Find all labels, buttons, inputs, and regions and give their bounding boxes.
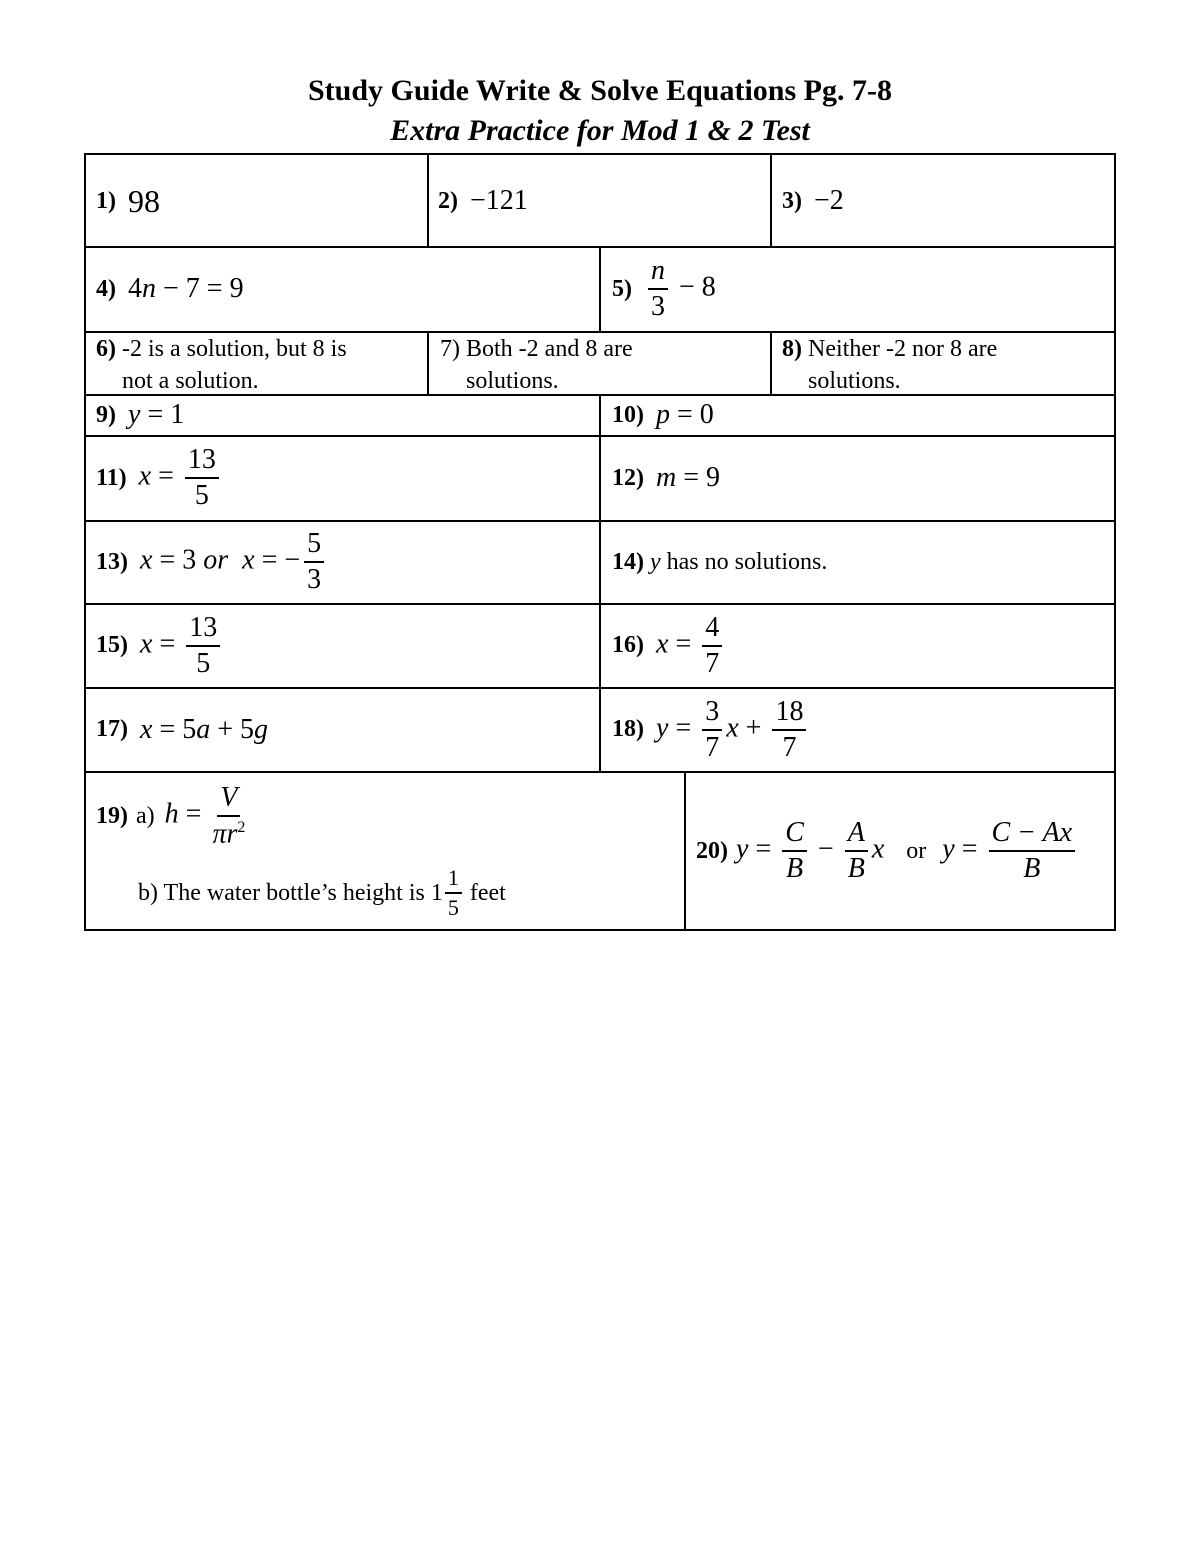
col-divider [599,246,601,332]
answer-5 [612,248,716,330]
denominator: 7 [782,731,797,763]
fraction [186,611,220,679]
answer-line-2: not a solution. [122,368,259,394]
numerator: 5 [304,530,324,563]
fraction [782,819,807,883]
answer-1 [96,156,160,246]
fraction [989,819,1076,883]
col-divider [599,394,601,772]
variable: p [656,399,670,430]
denominator: 5 [447,895,459,920]
coefficient: 4 [128,273,142,304]
numerator: 4 [702,614,722,647]
expression-rest: − 8 [672,271,716,303]
answer-3 [782,156,844,246]
answer-value: 98 [128,182,160,219]
answer-6 [96,333,347,397]
answer-number: 11) [96,464,127,491]
fraction [702,611,722,679]
answer-17 [96,689,268,770]
numerator: C [782,819,807,852]
denominator: B [786,853,804,884]
fraction [845,819,868,883]
fraction [185,446,219,510]
equals-sign: = [668,627,699,659]
answer-9 [96,396,184,434]
denominator: 7 [705,731,720,763]
fraction [648,257,668,321]
answer-number: 7) [440,336,460,362]
variable: h [164,798,179,830]
col-divider [770,331,772,395]
equals-sign: = [151,460,181,492]
variable: a [196,713,211,745]
answer-number: 16) [612,632,644,658]
answer-number: 17) [96,716,128,742]
fraction [772,695,806,763]
variable: x [140,713,153,745]
answer-line-1: Both -2 and 8 are [466,336,633,362]
answer-line-1: -2 is a solution, but 8 is [122,336,347,362]
variable: x [656,627,669,659]
denominator [212,817,245,848]
denominator: 5 [194,480,209,511]
minus-sign: − [810,833,841,865]
part-label: a) [136,802,155,829]
answer-number: 13) [96,548,128,575]
expression-rest: = 9 [676,462,721,493]
answer-20 [696,773,1079,929]
answer-12 [612,437,720,519]
answer-19a [96,776,249,856]
answer-number: 2) [438,187,458,214]
answer-15 [96,605,224,686]
denominator: 3 [651,291,665,322]
numerator: 3 [702,698,722,731]
variable: x [140,627,153,659]
expression-rest: = 1 [140,399,185,430]
equals-sign: = [954,833,985,865]
page-title: Study Guide Write & Solve Equations Pg. 7-8 [308,74,892,107]
numerator: 13 [185,446,219,479]
mixed-whole: 1 [430,879,443,906]
denominator: 5 [196,647,211,679]
variable: x [140,544,153,576]
variable: y [650,548,661,575]
plus-sign: + [738,711,769,743]
answer-value: −121 [470,185,528,216]
answer-4 [96,248,244,330]
answer-number: 1) [96,187,116,214]
variable: x [242,544,255,576]
answer-14 [612,522,827,602]
answer-number: 8) [782,336,802,362]
equals-sign: = − [254,544,301,576]
numerator: n [648,257,668,290]
answer-number: 9) [96,401,116,428]
answer-number: 20) [696,837,728,864]
variable: y [128,399,141,430]
pi-symbol: π [212,818,227,850]
col-divider [427,331,429,395]
equals-sign: = [748,833,779,865]
numerator: C − Ax [989,819,1076,852]
answer-number: 10) [612,401,644,428]
expression-rest: = 0 [670,399,714,430]
answer-number: 19) [96,802,128,829]
answer-18 [612,689,810,770]
answer-value: −2 [814,185,844,216]
answer-19b [138,860,506,926]
denominator: B [1023,853,1041,884]
col-divider [427,153,429,247]
equals-sign: = [178,798,209,830]
answer-11 [96,437,223,519]
variable: m [656,462,677,493]
denominator: 7 [705,647,720,679]
numerator: A [845,819,868,852]
col-divider [684,771,686,931]
answer-16 [612,605,726,686]
unit-text: feet [463,879,506,906]
equals-sign: = 5 [152,713,197,745]
variable: x [726,711,739,743]
page-subtitle: Extra Practice for Mod 1 & 2 Test [390,114,810,147]
variable: g [254,713,269,745]
answer-number: 18) [612,716,644,742]
numerator: 18 [772,698,806,731]
answer-number: 14) [612,548,644,575]
answer-line-2: solutions. [466,368,559,394]
fraction [702,695,722,763]
answer-number: 5) [612,275,632,302]
answer-text: has no solutions. [660,548,828,575]
fraction [212,781,246,850]
variable: r [226,818,238,850]
or-word: or [203,544,229,576]
answer-number: 15) [96,632,128,658]
expression-mid: = 3 [152,544,204,576]
answer-13 [96,522,328,602]
equals-sign: = [152,627,183,659]
answer-7 [440,333,633,397]
variable: x [871,833,885,865]
variable: x [138,460,152,492]
denominator: 3 [307,564,322,595]
variable: n [142,273,156,304]
exponent: 2 [237,818,246,836]
answer-number: 6) [96,336,116,362]
numerator: 1 [445,867,462,894]
fraction [304,530,324,594]
answer-number: 4) [96,275,116,302]
equals-sign: = [668,711,699,743]
variable: y [656,711,669,743]
plus-term: + 5 [210,713,255,745]
part-b-text: b) The water bottle’s height is [138,879,431,906]
answer-10 [612,396,714,434]
answer-number: 3) [782,187,802,214]
answer-8 [782,333,997,397]
variable: y [942,833,955,865]
answer-line-1: Neither -2 nor 8 are [808,336,998,362]
or-word: or [906,837,927,864]
expression-rest: − 7 = 9 [156,273,244,304]
answer-2 [438,156,528,246]
col-divider [770,153,772,247]
variable: y [736,833,749,865]
answer-line-2: solutions. [808,368,901,394]
answer-number: 12) [612,464,644,491]
numerator: 13 [186,614,220,647]
denominator: B [847,853,865,884]
numerator: V [217,784,240,817]
fraction [445,867,462,919]
